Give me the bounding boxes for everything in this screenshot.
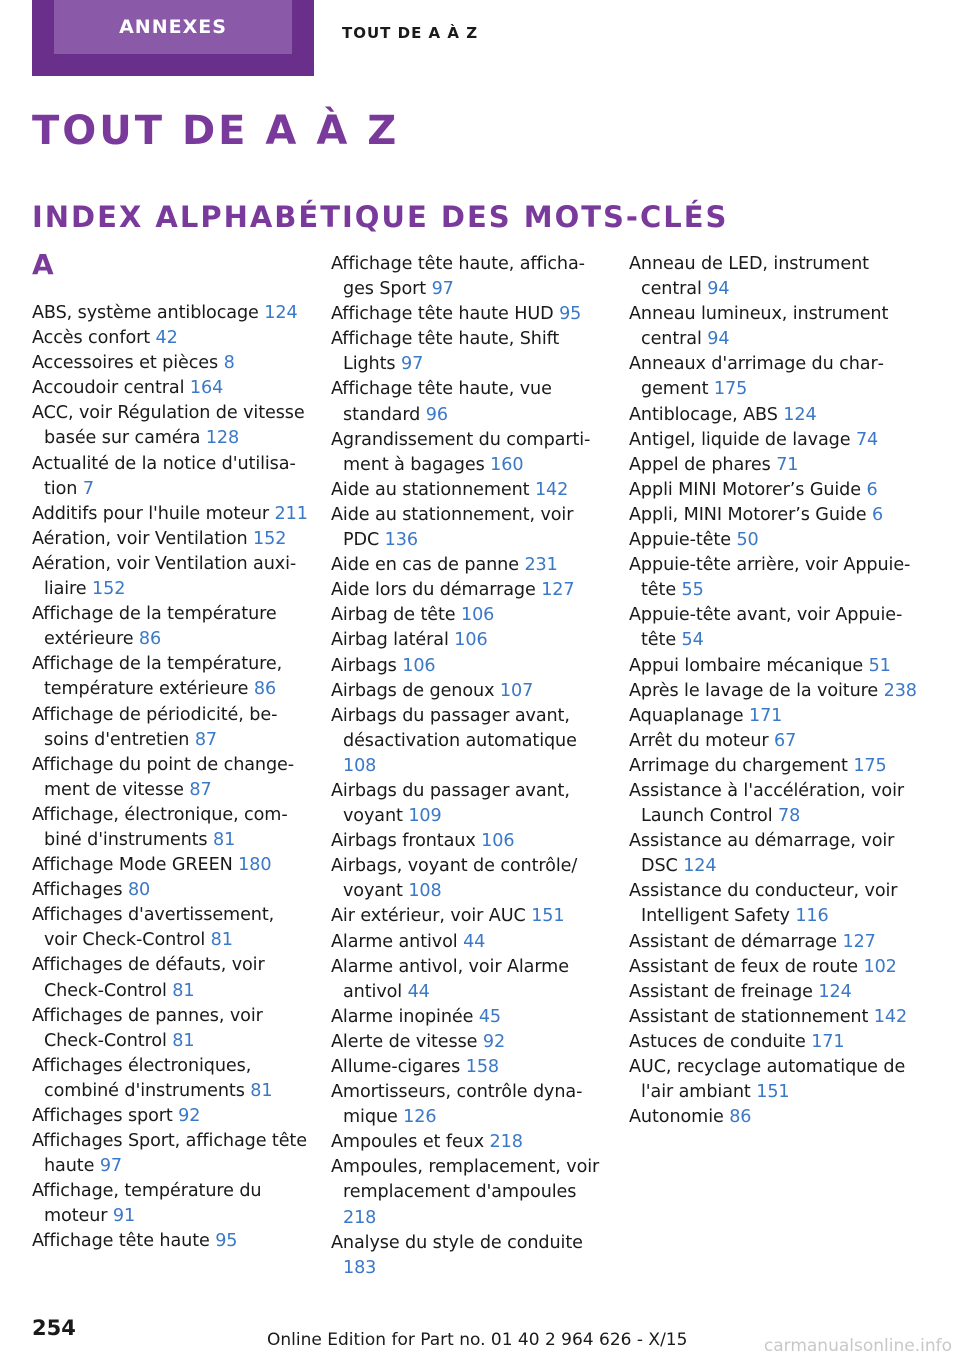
index-entry <box>32 602 310 652</box>
index-entry-text: Affichage tête haute <box>32 1231 210 1252</box>
index-entry <box>331 503 609 553</box>
index-entry <box>32 301 310 326</box>
index-entry <box>629 603 919 653</box>
index-entry <box>32 527 310 552</box>
index-entry-text: Antigel, liquide de lavage <box>629 429 851 450</box>
index-entry <box>331 478 609 503</box>
index-entry-text: Airbags, voyant de contrôle/ voyant <box>331 856 578 902</box>
index-entry <box>629 829 919 879</box>
index-entry <box>331 854 609 904</box>
index-entry-page-link[interactable]: 81 <box>210 930 233 951</box>
index-entry <box>32 1229 310 1254</box>
index-entry-text: Alarme antivol <box>331 931 458 952</box>
index-entry <box>32 401 310 451</box>
index-entry-page-link[interactable]: 164 <box>189 378 224 399</box>
index-entry-text: Airbags du passager avant, voyant <box>331 780 570 827</box>
index-entry-page-link[interactable]: 151 <box>531 906 565 927</box>
index-entry-page-link[interactable]: 95 <box>215 1231 238 1252</box>
index-entry-page-link[interactable]: 151 <box>756 1082 790 1103</box>
index-entry-page-link[interactable]: 211 <box>274 503 308 524</box>
index-entry-page-link[interactable]: 106 <box>461 605 495 626</box>
index-entry <box>331 377 609 427</box>
index-entry <box>629 930 919 955</box>
index-entry-text: Alarme inopinée <box>331 1006 474 1027</box>
index-entry <box>32 903 310 953</box>
index-entry <box>629 553 919 603</box>
index-entry-page-link[interactable]: 128 <box>205 428 240 449</box>
index-entry <box>331 628 609 653</box>
index-entry-page-link[interactable]: 180 <box>238 855 272 876</box>
index-entry-text: Assistant de stationnement <box>629 1006 869 1027</box>
edition-note: Online Edition for Part no. 01 40 2 964 626 - X/15 <box>267 1330 688 1350</box>
index-entry-text: Assistance au démarrage, voir DSC <box>629 831 895 877</box>
index-entry-text: Après le lavage de la voiture <box>629 680 879 701</box>
index-entry-text: Affichage, électronique, combiné d'instruments <box>32 804 288 850</box>
index-entry <box>32 753 310 803</box>
index-entry <box>629 403 919 428</box>
index-entry-text: Appli MINI Motorer’s Guide <box>629 479 861 500</box>
index-entry <box>331 1080 609 1130</box>
index-entry <box>32 552 310 602</box>
index-entry <box>32 351 310 376</box>
index-entry-page-link[interactable]: 106 <box>481 831 515 852</box>
index-entry-text: Affichages électroniques, combiné d'instruments <box>32 1055 252 1101</box>
index-entry-text: Affichage tête haute HUD <box>331 304 554 325</box>
index-column-3 <box>629 252 919 1130</box>
index-entry <box>629 478 919 503</box>
index-entry-text: Additifs pour l'huile moteur <box>32 503 270 524</box>
index-entry-text: Appuie-tête <box>629 530 731 551</box>
index-entry <box>629 654 919 679</box>
index-entry-text: Assistance du conducteur, voir Intelligent Safety <box>629 881 898 927</box>
index-entry-page-link[interactable]: 152 <box>253 528 287 549</box>
index-entry-text: Aquaplanage <box>629 705 744 726</box>
index-entry <box>629 528 919 553</box>
index-column-2 <box>331 252 609 1281</box>
index-entry <box>629 302 919 352</box>
index-entry <box>331 654 609 679</box>
index-entry-page-link[interactable]: 87 <box>194 729 218 750</box>
index-entry-text: Affichages sport <box>32 1106 173 1126</box>
index-entry-page-link[interactable]: 218 <box>343 1207 377 1228</box>
index-entry <box>32 853 310 878</box>
index-entry-text: AUC, recyclage automatique de l'air ambiant <box>629 1057 906 1103</box>
index-entry-page-link[interactable]: 126 <box>403 1107 437 1128</box>
index-entry-page-link[interactable]: 109 <box>408 806 442 827</box>
index-entry <box>629 252 919 302</box>
index-entry <box>32 1104 310 1129</box>
index-entry-text: Aide au stationnement <box>331 479 530 500</box>
index-entry-page-link[interactable]: 94 <box>707 329 730 350</box>
header-tab <box>32 0 314 76</box>
index-entry-page-link[interactable]: 175 <box>853 755 887 776</box>
index-entry-text: Assistant de feux de route <box>629 956 858 977</box>
index-entry-text: Appuie-tête arrière, voir Appuie-tête <box>629 555 911 601</box>
index-entry-page-link[interactable]: 175 <box>713 379 748 400</box>
index-entry-text: Autonomie <box>629 1107 724 1128</box>
index-entry-text: Accessoires et pièces <box>32 353 219 374</box>
index-entry <box>331 930 609 955</box>
index-entry-page-link[interactable]: 86 <box>729 1107 752 1128</box>
index-entry <box>32 452 310 502</box>
index-entry-page-link[interactable]: 152 <box>92 579 126 600</box>
index-entry-text: Affichage de périodicité, besoins d'entretien <box>32 704 278 750</box>
index-entry-page-link[interactable]: 97 <box>431 279 454 300</box>
index-entry-page-link[interactable]: 6 <box>866 479 878 500</box>
index-entry <box>331 679 609 704</box>
index-entry-page-link[interactable]: 108 <box>408 881 442 902</box>
index-entry <box>629 879 919 929</box>
index-entry <box>629 1005 919 1030</box>
index-entry-page-link[interactable]: 86 <box>253 679 277 700</box>
index-entry-page-link[interactable]: 55 <box>681 580 704 601</box>
index-entry <box>331 1030 609 1055</box>
index-entry-text: Airbags de genoux <box>331 680 495 701</box>
index-entry <box>629 352 919 402</box>
index-entry <box>32 326 310 351</box>
index-entry-text: Affichage du point de changement de vitesse <box>32 754 295 800</box>
index-entry-page-link[interactable]: 136 <box>384 530 418 551</box>
index-entry-text: Appuie-tête avant, voir Appuie-tête <box>629 605 903 651</box>
index-entry-text: Arrêt du moteur <box>629 730 769 751</box>
index-entry-page-link[interactable]: 124 <box>264 303 298 323</box>
index-entry <box>331 327 609 377</box>
index-entry-page-link[interactable]: 81 <box>172 980 195 1001</box>
index-entry-page-link[interactable]: 160 <box>490 454 524 475</box>
index-entry-text: Alarme antivol, voir Alarme antivol <box>331 956 569 1002</box>
index-entry <box>629 1105 919 1130</box>
index-entry-page-link[interactable]: 107 <box>499 680 534 701</box>
index-entry <box>331 1005 609 1030</box>
index-entry-text: Airbag latéral <box>331 630 449 651</box>
index-entry-page-link[interactable]: 108 <box>343 755 377 776</box>
index-entry-page-link[interactable]: 81 <box>172 1030 195 1051</box>
index-entry <box>32 1054 310 1104</box>
index-entry-page-link[interactable]: 124 <box>783 404 817 425</box>
header-tab-label: ANNEXES <box>54 0 292 54</box>
index-entry <box>331 779 609 829</box>
index-entry-text: Aide lors du démarrage <box>331 580 536 601</box>
index-entry <box>331 1130 609 1155</box>
index-entry <box>331 1231 609 1281</box>
index-entry <box>331 252 609 302</box>
index-column-1 <box>32 248 310 1255</box>
index-entry <box>32 376 310 401</box>
index-entry-text: Airbags <box>331 655 397 676</box>
index-entry <box>629 1030 919 1055</box>
index-entry <box>331 1155 609 1230</box>
index-entry-page-link[interactable]: 183 <box>343 1257 377 1278</box>
index-entry-page-link[interactable]: 102 <box>863 956 897 977</box>
index-entry-page-link[interactable]: 171 <box>811 1031 845 1052</box>
index-entry <box>629 679 919 704</box>
index-entry-text: Appli, MINI Motorer’s Guide <box>629 504 867 525</box>
index-entry-text: Actualité de la notice d'utilisation <box>32 453 296 499</box>
index-entry-page-link[interactable]: 116 <box>795 906 829 927</box>
index-entry-page-link[interactable]: 142 <box>873 1006 908 1027</box>
index-entry-page-link[interactable]: 106 <box>454 630 488 651</box>
index-entry-text: Affichage de la température extérieure <box>32 604 277 650</box>
index-entry-page-link[interactable]: 44 <box>463 931 486 952</box>
index-entry-page-link[interactable]: 67 <box>774 730 797 751</box>
index-entry <box>629 1055 919 1105</box>
index-entry <box>331 1055 609 1080</box>
index-entry-page-link[interactable]: 42 <box>155 328 178 349</box>
index-entry <box>32 502 310 527</box>
index-entry-text: Affichage de la température, température extérieure <box>32 654 283 700</box>
index-entry <box>629 704 919 729</box>
index-entry-text: Affichages <box>32 880 123 901</box>
index-entry-text: Anneau lumineux, instrument central <box>629 304 889 350</box>
index-entry-page-link[interactable]: 218 <box>489 1132 523 1153</box>
index-entry-text: Accès confort <box>32 328 151 349</box>
index-entry <box>331 955 609 1005</box>
index-entry <box>331 578 609 603</box>
index-entry-text: Airbag de tête <box>331 605 456 626</box>
index-entry-text: Agrandissement du compartiment à bagages <box>331 429 591 475</box>
index-entry-page-link[interactable]: 81 <box>213 829 236 850</box>
index-entry <box>629 453 919 478</box>
index-entry-text: Affichages Sport, affichage tête haute <box>32 1131 307 1177</box>
index-entry-text: Affichages de défauts, voir Check-Control <box>32 955 265 1001</box>
index-entry-text: Ampoules, remplacement, voir remplacement d'ampoules <box>331 1157 600 1203</box>
index-entry-page-link[interactable]: 124 <box>683 856 717 877</box>
index-entry <box>629 754 919 779</box>
letter-heading: A <box>32 248 54 281</box>
index-entry-text: Accoudoir central <box>32 378 185 399</box>
index-entry-text: Airbags frontaux <box>331 831 476 852</box>
index-entry-text: ABS, système antiblocage <box>32 303 259 323</box>
index-entry-text: Appel de phares <box>629 454 771 475</box>
index-entry-text: Assistant de freinage <box>629 981 813 1002</box>
page-subtitle: INDEX ALPHABÉTIQUE DES MOTS-CLÉS <box>32 200 729 234</box>
index-entry-text: Antiblocage, ABS <box>629 404 778 425</box>
index-entry-text: Air extérieur, voir AUC <box>331 906 526 927</box>
index-entry-text: Assistance à l'accélération, voir Launch Control <box>629 780 905 827</box>
index-entry-page-link[interactable]: 127 <box>541 580 575 601</box>
index-entry-text: Amortisseurs, contrôle dynamique <box>331 1082 583 1128</box>
index-entry-page-link[interactable]: 51 <box>868 655 891 676</box>
index-entry-text: Affichage Mode GREEN <box>32 855 233 876</box>
index-entry-page-link[interactable]: 238 <box>883 680 917 701</box>
index-entry <box>331 704 609 779</box>
index-entry-text: Anneau de LED, instrument central <box>629 254 869 300</box>
index-entry-text: Alerte de vitesse <box>331 1031 478 1052</box>
index-entry-page-link[interactable]: 96 <box>425 404 448 425</box>
index-entry-text: Allume-cigares <box>331 1057 461 1077</box>
index-entry-page-link[interactable]: 80 <box>127 880 151 901</box>
index-entry <box>32 652 310 702</box>
index-entry-text: Arrimage du chargement <box>629 755 848 776</box>
index-entry-page-link[interactable]: 158 <box>465 1057 500 1077</box>
index-entry <box>32 1179 310 1229</box>
index-entry-text: Aide en cas de panne <box>331 555 519 576</box>
index-entry <box>331 904 609 929</box>
index-entry-page-link[interactable]: 231 <box>524 555 558 576</box>
header-section-label: TOUT DE A À Z <box>342 24 479 42</box>
index-entry-page-link[interactable]: 142 <box>534 479 569 500</box>
index-entry-page-link[interactable]: 78 <box>778 806 801 827</box>
index-entry-text: Astuces de conduite <box>629 1031 806 1052</box>
index-entry-page-link[interactable]: 94 <box>707 279 730 300</box>
index-entry-page-link[interactable]: 92 <box>482 1031 506 1052</box>
index-entry-page-link[interactable]: 44 <box>407 981 430 1002</box>
index-entry-text: Affichage tête haute, affichages Sport <box>331 254 586 300</box>
index-entry <box>32 953 310 1003</box>
index-entry <box>32 878 310 903</box>
index-entry-page-link[interactable]: 91 <box>112 1206 136 1227</box>
index-entry <box>331 302 609 327</box>
index-entry-page-link[interactable]: 171 <box>749 705 783 726</box>
index-entry-text: Aide au stationnement, voir PDC <box>331 504 574 551</box>
index-entry-page-link[interactable]: 97 <box>99 1156 122 1177</box>
index-entry-page-link[interactable]: 97 <box>400 354 424 375</box>
index-entry-text: Ampoules et feux <box>331 1132 485 1153</box>
index-entry-text: ACC, voir Régulation de vitesse basée sur caméra <box>32 403 305 449</box>
index-entry-page-link[interactable]: 87 <box>189 779 212 800</box>
index-entry-text: Aération, voir Ventilation auxiliaire <box>32 553 297 600</box>
index-entry-text: Affichage tête haute, Shift Lights <box>331 329 560 375</box>
index-entry-text: Affichage tête haute, vue standard <box>331 379 552 425</box>
index-entry <box>32 803 310 853</box>
index-entry-page-link[interactable]: 74 <box>855 429 879 450</box>
index-entry-text: Affichages d'avertissement, voir Check-Control <box>32 905 275 951</box>
page-number: 254 <box>32 1316 76 1340</box>
index-entry-page-link[interactable]: 8 <box>223 353 235 374</box>
index-entry-text: Affichage, température du moteur <box>32 1181 262 1227</box>
index-entry <box>629 779 919 829</box>
index-entry-text: Airbags du passager avant, désactivation automatique <box>331 705 577 751</box>
index-entry-page-link[interactable]: 81 <box>250 1080 273 1101</box>
index-entry-page-link[interactable]: 71 <box>776 454 799 475</box>
index-entry-text: Anneaux d'arrimage du chargement <box>629 354 884 400</box>
index-entry <box>629 980 919 1005</box>
index-entry <box>32 1129 310 1179</box>
index-entry-page-link[interactable]: 54 <box>681 630 704 651</box>
index-entry <box>331 428 609 478</box>
index-entry-page-link[interactable]: 95 <box>559 304 582 325</box>
index-entry-text: Affichages de pannes, voir Check-Control <box>32 1005 263 1051</box>
index-entry-text: Aération, voir Ventilation <box>32 528 248 549</box>
index-entry <box>629 955 919 980</box>
index-entry-page-link[interactable]: 7 <box>82 478 94 499</box>
index-entry-text: Analyse du style de conduite <box>331 1232 583 1253</box>
watermark: carmanualsonline.info <box>763 1336 952 1356</box>
page-title: TOUT DE A À Z <box>32 108 400 154</box>
index-entry-text: Assistant de démarrage <box>629 931 837 952</box>
index-entry-page-link[interactable]: 50 <box>736 530 759 551</box>
index-entry <box>629 729 919 754</box>
index-entry-page-link[interactable]: 6 <box>871 504 884 525</box>
index-entry-text: Appui lombaire mécanique <box>629 655 864 676</box>
index-entry-page-link[interactable]: 92 <box>178 1106 201 1126</box>
index-entry <box>629 503 919 528</box>
index-entry-page-link[interactable]: 86 <box>138 629 162 650</box>
index-entry-page-link[interactable]: 127 <box>842 931 876 952</box>
index-entry-page-link[interactable]: 106 <box>402 655 436 676</box>
index-entry <box>331 829 609 854</box>
index-entry <box>32 703 310 753</box>
index-entry-page-link[interactable]: 124 <box>818 981 852 1002</box>
index-entry <box>32 1004 310 1054</box>
index-entry <box>331 553 609 578</box>
index-entry <box>331 603 609 628</box>
index-entry <box>629 428 919 453</box>
index-entry-page-link[interactable]: 45 <box>478 1006 502 1027</box>
